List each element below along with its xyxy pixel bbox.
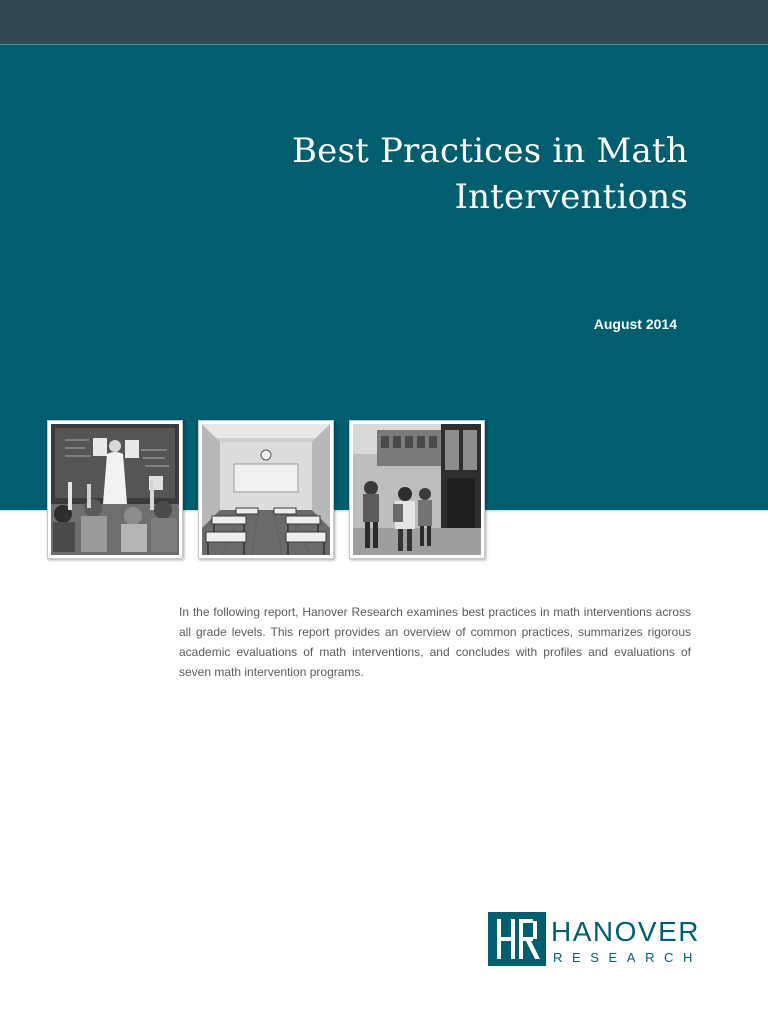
report-date: August 2014: [593, 316, 677, 332]
report-summary: In the following report, Hanover Research examines best practices in math interventions across all grade levels. This report provides an overview of common practices, summarizes rigorous academic evaluations of math interventions, and concludes with profiles and evaluations of seven math intervention programs.: [179, 605, 691, 679]
school-bus-children-photo: [349, 420, 485, 559]
report-title-line-1: Best Practices in Math: [291, 131, 688, 171]
hr-monogram-icon: [488, 912, 546, 966]
hanover-research-logo: [488, 912, 708, 968]
top-strip: [0, 0, 768, 45]
report-title: [168, 128, 688, 220]
teacher-classroom-photo: [47, 420, 183, 559]
empty-classroom-photo: [198, 420, 334, 559]
logo-name: HANOVER: [551, 916, 700, 947]
report-title-line-2: Interventions: [454, 177, 688, 217]
logo-subtitle: RESEARCH: [553, 950, 703, 965]
